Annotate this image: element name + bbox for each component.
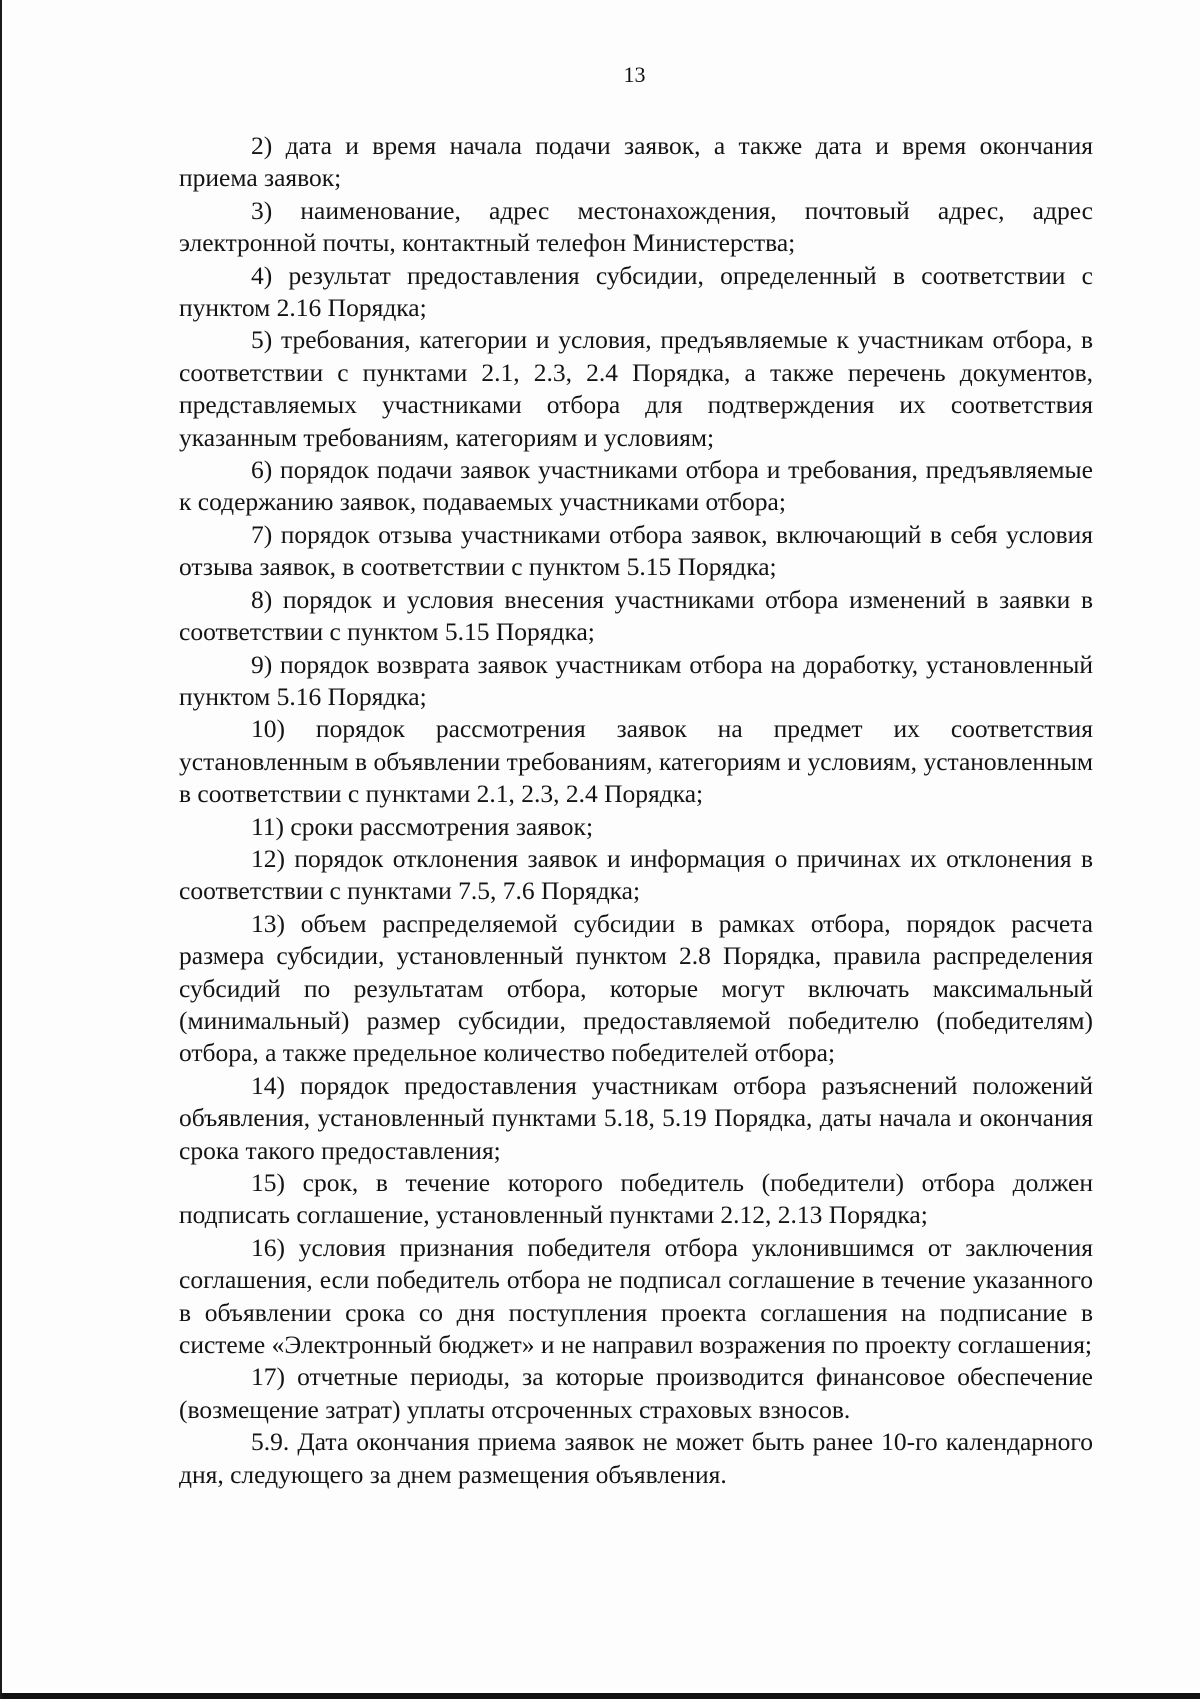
paragraph-item-2: 2) дата и время начала подачи заявок, а также дата и время окончания приема заявок; — [179, 131, 1093, 193]
paragraph-item-8: 8) порядок и условия внесения участниками отбора изменений в заявки в соответствии с пунктом 5.15 Порядка; — [179, 584, 1093, 647]
document-body — [179, 130, 1093, 1491]
page-number: 13 — [623, 62, 646, 87]
paragraph-item-6: 6) порядок подачи заявок участниками отбора и требования, предъявляемые к содержанию заявок, подаваемых участниками отбора; — [179, 455, 1093, 517]
paragraph-item-15: 15) срок, в течение которого победитель (победители) отбора должен подписать соглашение, установленный пунктами 2.12, 2.13 Порядка; — [179, 1168, 1093, 1230]
paragraph-item-11: 11) сроки рассмотрения заявок; — [251, 811, 594, 841]
paragraph-clause-5-9: 5.9. Дата окончания приема заявок не может быть ранее 10-го календарного дня, следующего за днем размещения объявления. — [179, 1427, 1093, 1489]
scan-bottom-edge — [2, 1693, 1200, 1699]
paragraph-item-12: 12) порядок отклонения заявок и информация о причинах их отклонения в соответствии с пунктами 7.5, 7.6 Порядка; — [179, 843, 1093, 906]
paragraph-item-4: 4) результат предоставления субсидии, определенный в соответствии с пунктом 2.16 Порядка; — [179, 260, 1093, 323]
paragraph-item-17: 17) отчетные периоды, за которые производится финансовое обеспечение (возмещение затрат) уплаты отсроченных страховых взносов. — [179, 1362, 1093, 1424]
paragraph-item-16: 16) условия признания победителя отбора уклонившимся от заключения соглашения, если победитель отбора не подписал соглашение в течение указанного в объявлении срока со дня поступления проекта соглашения на подписание в системе «Электронный бюджет» и не направил возражения по проекту соглашения; — [179, 1232, 1093, 1360]
paragraph-item-10: 10) порядок рассмотрения заявок на предмет их соответствия установленным в объявлении требованиям, категориям и условиям, установленным в соответствии с пунктами 2.1, 2.3, 2.4 Порядка; — [179, 714, 1093, 809]
paragraph-item-14: 14) порядок предоставления участникам отбора разъяснений положений объявления, установленный пунктами 5.18, 5.19 Порядка, даты начала и окончания срока такого предоставления; — [179, 1070, 1093, 1165]
paragraph-item-9: 9) порядок возврата заявок участникам отбора на доработку, установленный пунктом 5.16 Порядка; — [179, 649, 1093, 711]
paragraph-item-5: 5) требования, категории и условия, предъявляемые к участникам отбора, в соответствии с пунктами 2.1, 2.3, 2.4 Порядка, а также перечень документов, представляемых участниками отбора для подтверждения их соответствия указанным требованиям, категориям и условиям; — [179, 325, 1093, 452]
paragraph-item-3: 3) наименование, адрес местонахождения, почтовый адрес, адрес электронной почты, контактный телефон Министерства; — [179, 195, 1093, 258]
paragraph-item-13: 13) объем распределяемой субсидии в рамках отбора, порядок расчета размера субсидии, установленный пунктом 2.8 Порядка, правила распределения субсидий по результатам отбора, которые могут включать максимальный (минимальный) размер субсидии, предоставляемой победителю (победителям) отбора, а также предельное количество победителей отбора; — [179, 908, 1093, 1068]
paragraph-item-7: 7) порядок отзыва участниками отбора заявок, включающий в себя условия отзыва заявок, в соответствии с пунктом 5.15 Порядка; — [179, 519, 1093, 582]
